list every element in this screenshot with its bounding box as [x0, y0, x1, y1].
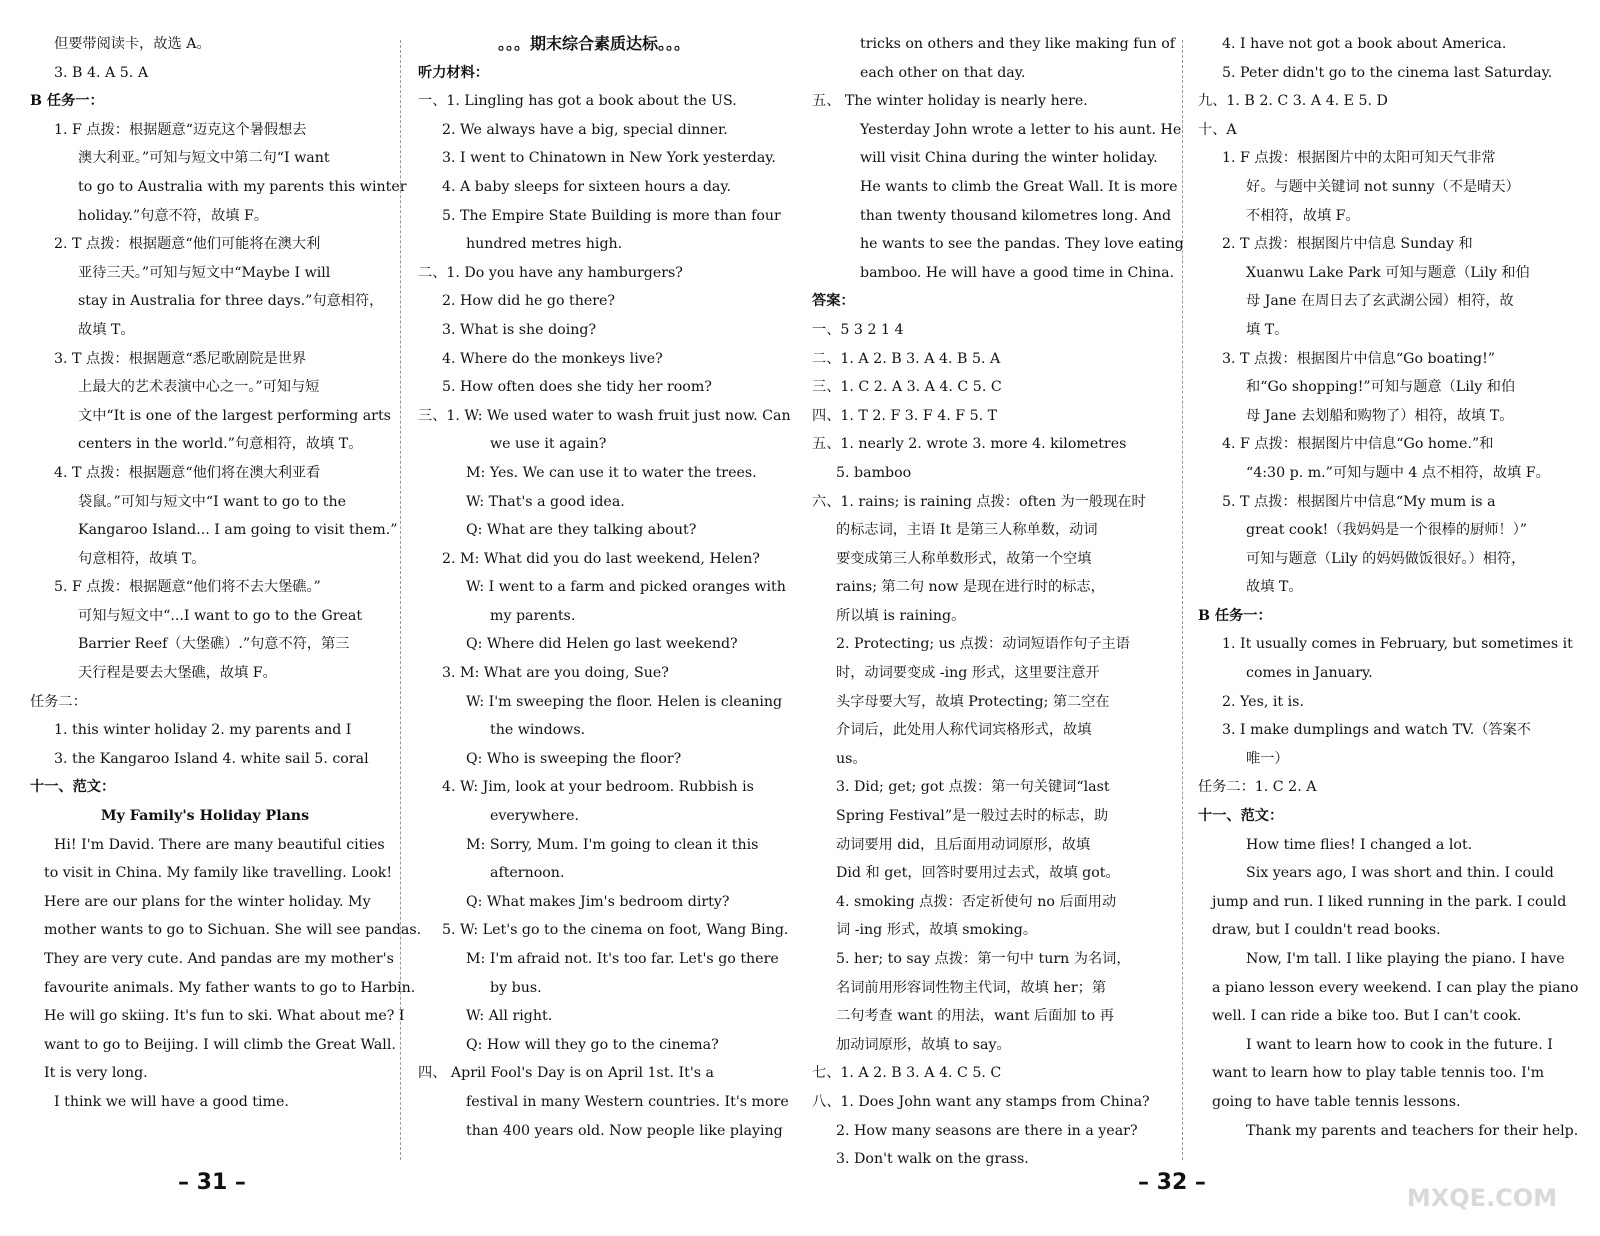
text-line: W: All right. — [466, 1008, 553, 1025]
text-line: 4. T 点拨：根据题意“他们将在澳大利亚看 — [54, 464, 321, 481]
text-line: Q: What makes Jim's bedroom dirty? — [466, 893, 730, 910]
text-line: than twenty thousand kilometres long. And — [860, 207, 1172, 224]
text-line: 但要带阅读卡，故选 A。 — [54, 36, 211, 52]
text-line: 十一、范文： — [1198, 808, 1284, 825]
text-line: M: Sorry, Mum. I'm going to clean it this — [466, 836, 759, 853]
text-line: Now, I'm tall. I like playing the piano. I have — [1246, 951, 1565, 967]
text-line: 十、A — [1198, 121, 1237, 138]
text-line: 2. Protecting; us 点拨：动词短语作句子主语 — [836, 636, 1130, 653]
text-line: W: I'm sweeping the floor. Helen is cleaning — [466, 693, 783, 710]
text-line: Thank my parents and teachers for their help. — [1246, 1122, 1579, 1139]
column-divider — [1182, 40, 1183, 1160]
text-line: 所以填 is raining。 — [836, 607, 966, 624]
text-line: 4. F 点拨：根据图片中信息“Go home.”和 — [1222, 436, 1494, 453]
text-line: Q: How will they go to the cinema? — [466, 1036, 719, 1053]
text-line: Q: What are they talking about? — [466, 522, 697, 539]
text-line: B 任务一： — [30, 93, 104, 110]
text-line: It is very long. — [44, 1065, 148, 1082]
column-3 — [812, 30, 1184, 1174]
text-line: 2. T 点拨：根据图片中信息 Sunday 和 — [1222, 236, 1473, 253]
text-line: by bus. — [490, 979, 542, 996]
text-line: B 任务一： — [1198, 607, 1272, 624]
text-line: Here are our plans for the winter holiday. My — [44, 893, 371, 910]
text-line: 一、1. Lingling has got a book about the US. — [418, 93, 737, 110]
text-line: 时，动词要变成 -ing 形式，这里要注意开 — [836, 665, 1100, 682]
text-line: the windows. — [490, 722, 586, 739]
text-line: draw, but I couldn't read books. — [1212, 922, 1441, 939]
text-line: a piano lesson every weekend. I can play the piano — [1212, 979, 1579, 996]
text-line: 任务二：1. C 2. A — [1198, 779, 1317, 796]
text-line: Yesterday John wrote a letter to his aunt. He — [860, 121, 1182, 138]
text-line: will visit China during the winter holiday. — [860, 150, 1158, 167]
text-line: Spring Festival”是一般过去时的标志，助 — [836, 808, 1109, 825]
text-line: bamboo. He will have a good time in China. — [860, 264, 1175, 281]
column-divider — [400, 40, 401, 1160]
text-line: 5. The Empire State Building is more than four — [442, 207, 781, 224]
text-line: 加动词原形，故填 to say。 — [836, 1036, 1011, 1053]
text-line: 母 Jane 去划船和购物了）相符，故填 T。 — [1246, 407, 1514, 424]
text-line: Kangaroo Island... I am going to visit them.” — [78, 522, 398, 539]
text-line: 答案： — [812, 293, 855, 310]
watermark-text: MXQE.COM — [1406, 1184, 1558, 1212]
column-4 — [1198, 30, 1579, 1145]
text-line: 1. this winter holiday 2. my parents and I — [54, 722, 352, 739]
text-line: 3. Don't walk on the grass. — [836, 1151, 1029, 1168]
text-line: 二、1. A 2. B 3. A 4. B 5. A — [812, 350, 1001, 367]
text-line: 任务二： — [30, 693, 87, 710]
text-line: 澳大利亚。”可知与短文中第二句“I want — [78, 150, 330, 167]
text-line: 2. How did he go there? — [442, 293, 616, 310]
text-line: 四、1. T 2. F 3. F 4. F 5. T — [812, 407, 998, 424]
text-line: 可知与短文中“...I want to go to the Great — [78, 607, 363, 624]
text-line: 填 T。 — [1246, 321, 1289, 338]
text-line: 好。与题中关键词 not sunny（不是晴天） — [1246, 178, 1520, 195]
text-line: want to learn how to play table tennis too. I'm — [1212, 1065, 1545, 1082]
text-line: 1. F 点拨：根据题意“迈克这个暑假想去 — [54, 121, 307, 138]
text-line: 袋鼠。”可知与短文中“I want to go to the — [78, 493, 347, 510]
text-line: 2. M: What did you do last weekend, Helen? — [442, 550, 760, 567]
text-line: 3. T 点拨：根据题意“悉尼歌剧院是世界 — [54, 350, 307, 367]
text-line: 四、 April Fool's Day is on April 1st. It's a — [418, 1065, 715, 1082]
text-line: Q: Where did Helen go last weekend? — [466, 636, 738, 653]
text-line: 3. T 点拨：根据图片中信息“Go boating!” — [1222, 350, 1496, 367]
text-line: Six years ago, I was short and thin. I could — [1246, 865, 1554, 882]
text-line: than 400 years old. Now people like playing — [466, 1122, 783, 1139]
text-line: 五、 The winter holiday is nearly here. — [812, 93, 1088, 110]
column-2 — [418, 30, 791, 1145]
text-line: 词 -ing 形式，故填 smoking。 — [836, 922, 1038, 939]
text-line: we use it again? — [490, 436, 607, 453]
text-line: us。 — [836, 750, 867, 767]
text-line: 5. bamboo — [836, 464, 912, 481]
text-line: 3. Did; get; got 点拨：第一句关键词“last — [836, 779, 1110, 796]
text-line: 和“Go shopping!”可知与题意（Lily 和伯 — [1246, 379, 1516, 396]
text-line: 5. How often does she tidy her room? — [442, 379, 712, 396]
text-line: 2. We always have a big, special dinner. — [442, 121, 728, 138]
text-line: 三、1. C 2. A 3. A 4. C 5. C — [812, 379, 1002, 396]
text-line: Q: Who is sweeping the floor? — [466, 750, 682, 767]
text-line: 故填 T。 — [78, 321, 135, 338]
text-line: stay in Australia for three days.”句意相符， — [78, 293, 384, 310]
text-line: 1. F 点拨：根据图片中的太阳可知天气非常 — [1222, 150, 1496, 167]
text-line: 八、1. Does John want any stamps from China? — [812, 1093, 1150, 1110]
text-line: 3. I went to Chinatown in New York yesterday. — [442, 150, 776, 167]
text-line: They are very cute. And pandas are my mother's — [44, 951, 394, 967]
text-line: 不相符，故填 F。 — [1246, 207, 1360, 224]
text-line: “4:30 p. m.”可知与题中 4 点不相符，故填 F。 — [1246, 464, 1550, 481]
text-line: hundred metres high. — [466, 236, 623, 253]
text-line: 上最大的艺术表演中心之一。”可知与短 — [78, 379, 320, 396]
text-line: 听力材料： — [418, 64, 489, 81]
text-line: 可知与题意（Lily 的妈妈做饭很好。）相符， — [1246, 550, 1526, 567]
text-line: want to go to Beijing. I will climb the Great Wall. — [44, 1036, 396, 1053]
text-line: I think we will have a good time. — [54, 1093, 289, 1110]
text-line: Xuanwu Lake Park 可知与题意（Lily 和伯 — [1246, 264, 1530, 281]
text-line: centers in the world.”句意相符，故填 T。 — [78, 436, 363, 453]
text-line: 4. Where do the monkeys live? — [442, 350, 663, 367]
text-line: How time flies! I changed a lot. — [1246, 836, 1473, 853]
text-line: 4. A baby sleeps for sixteen hours a day. — [442, 178, 732, 195]
text-line: favourite animals. My father wants to go to Harbin. — [44, 979, 416, 996]
text-line: 5. her; to say 点拨：第一句中 turn 为名词， — [836, 951, 1131, 967]
text-line: to visit in China. My family like travelling. Look! — [44, 865, 393, 882]
text-line: 。。。期末综合素质达标。。。 — [497, 34, 690, 53]
text-line: Did 和 get，回答时要用过去式，故填 got。 — [836, 865, 1120, 882]
text-line: festival in many Western countries. It's more — [466, 1093, 789, 1110]
text-line: 5. F 点拨：根据题意“他们将不去大堡礁。” — [54, 579, 321, 596]
text-line: My Family's Holiday Plans — [100, 808, 310, 825]
text-line: Barrier Reef（大堡礁）.”句意不符，第三 — [78, 636, 350, 653]
text-line: great cook!（我妈妈是一个很棒的厨师！）” — [1246, 522, 1528, 539]
text-line: 二、1. Do you have any hamburgers? — [418, 264, 683, 281]
text-line: 4. W: Jim, look at your bedroom. Rubbish is — [442, 779, 754, 796]
text-line: 一、5 3 2 1 4 — [812, 321, 904, 338]
text-line: 3. I make dumplings and watch TV.（答案不 — [1222, 722, 1531, 739]
text-line: 文中“It is one of the largest performing arts — [78, 407, 391, 424]
text-line: rains; 第二句 now 是现在进行时的标志， — [836, 579, 1105, 596]
text-line: 4. smoking 点拨：否定祈使句 no 后面用动 — [836, 893, 1117, 910]
text-line: 母 Jane 在周日去了玄武湖公园）相符，故 — [1246, 293, 1514, 310]
text-line: 1. It usually comes in February, but sometimes it — [1222, 636, 1573, 653]
text-line: everywhere. — [490, 808, 579, 825]
text-line: 九、1. B 2. C 3. A 4. E 5. D — [1198, 93, 1388, 110]
text-line: 的标志词，主语 It 是第三人称单数，动词 — [836, 522, 1098, 539]
column-1 — [30, 30, 422, 1117]
text-line: 故填 T。 — [1246, 579, 1303, 596]
text-line: 唯一） — [1246, 750, 1289, 767]
page-number-right: – 32 – — [1138, 1170, 1206, 1195]
text-line: 要变成第三人称单数形式，故第一个空填 — [836, 550, 1092, 567]
watermark-logo — [1382, 1148, 1582, 1218]
text-line: 5. T 点拨：根据图片中信息“My mum is a — [1222, 493, 1496, 510]
text-line: he wants to see the pandas. They love eating — [860, 236, 1184, 253]
text-line: comes in January. — [1246, 665, 1373, 682]
text-line: 2. How many seasons are there in a year? — [836, 1122, 1138, 1139]
text-line: 七、1. A 2. B 3. A 4. C 5. C — [812, 1065, 1002, 1082]
text-line: 3. M: What are you doing, Sue? — [442, 665, 669, 682]
text-line: going to have table tennis lessons. — [1212, 1093, 1461, 1110]
text-line: my parents. — [490, 607, 576, 624]
text-line: 三、1. W: We used water to wash fruit just now. Can — [418, 407, 791, 424]
text-line: 头字母要大写，故填 Protecting; 第二空在 — [836, 693, 1110, 710]
text-line: to go to Australia with my parents this winter — [78, 178, 407, 195]
text-line: M: Yes. We can use it to water the trees. — [466, 464, 757, 481]
text-line: Hi! I'm David. There are many beautiful cities — [54, 836, 385, 853]
text-line: He will go skiing. It's fun to ski. What about me? I — [44, 1008, 405, 1025]
text-line: 亚待三天。”可知与短文中“Maybe I will — [78, 264, 331, 281]
text-line: 4. I have not got a book about America. — [1222, 36, 1507, 52]
text-line: 3. What is she doing? — [442, 321, 597, 338]
text-line: 2. T 点拨：根据题意“他们可能将在澳大利 — [54, 236, 321, 253]
text-line: jump and run. I liked running in the park. I could — [1212, 893, 1567, 910]
text-line: 句意相符，故填 T。 — [78, 550, 206, 567]
text-line: I want to learn how to cook in the future. I — [1246, 1036, 1553, 1053]
text-line: afternoon. — [490, 865, 565, 882]
text-line: 六、1. rains; is raining 点拨：often 为一般现在时 — [812, 493, 1146, 510]
text-line: each other on that day. — [860, 64, 1026, 81]
text-line: well. I can ride a bike too. But I can't cook. — [1212, 1008, 1522, 1025]
text-line: 5. Peter didn't go to the cinema last Saturday. — [1222, 64, 1553, 81]
text-line: 动词要用 did，且后面用动词原形，故填 — [836, 836, 1091, 853]
text-line: 天行程是要去大堡礁，故填 F。 — [78, 665, 277, 682]
text-line: W: I went to a farm and picked oranges with — [466, 579, 786, 596]
text-line: 3. B 4. A 5. A — [54, 64, 149, 81]
text-line: holiday.”句意不符，故填 F。 — [78, 207, 269, 224]
page-number-left: – 31 – — [178, 1170, 246, 1195]
text-line: 3. the Kangaroo Island 4. white sail 5. coral — [54, 750, 369, 767]
text-line: M: I'm afraid not. It's too far. Let's go there — [466, 951, 779, 967]
text-line: 名词前用形容词性物主代词，故填 her；第 — [836, 979, 1107, 996]
text-line: 介词后，此处用人称代词宾格形式，故填 — [836, 722, 1092, 739]
text-line: W: That's a good idea. — [466, 493, 625, 510]
text-line: He wants to climb the Great Wall. It is more — [860, 178, 1178, 195]
text-line: 2. Yes, it is. — [1222, 693, 1304, 710]
text-line: 二句考查 want 的用法，want 后面加 to 再 — [836, 1008, 1114, 1025]
text-line: 五、1. nearly 2. wrote 3. more 4. kilometres — [812, 436, 1127, 453]
text-line: mother wants to go to Sichuan. She will see pandas. — [44, 922, 422, 939]
text-line: 十一、范文： — [30, 779, 116, 796]
text-line: 5. W: Let's go to the cinema on foot, Wang Bing. — [442, 922, 789, 939]
text-line: tricks on others and they like making fun of — [860, 36, 1176, 52]
